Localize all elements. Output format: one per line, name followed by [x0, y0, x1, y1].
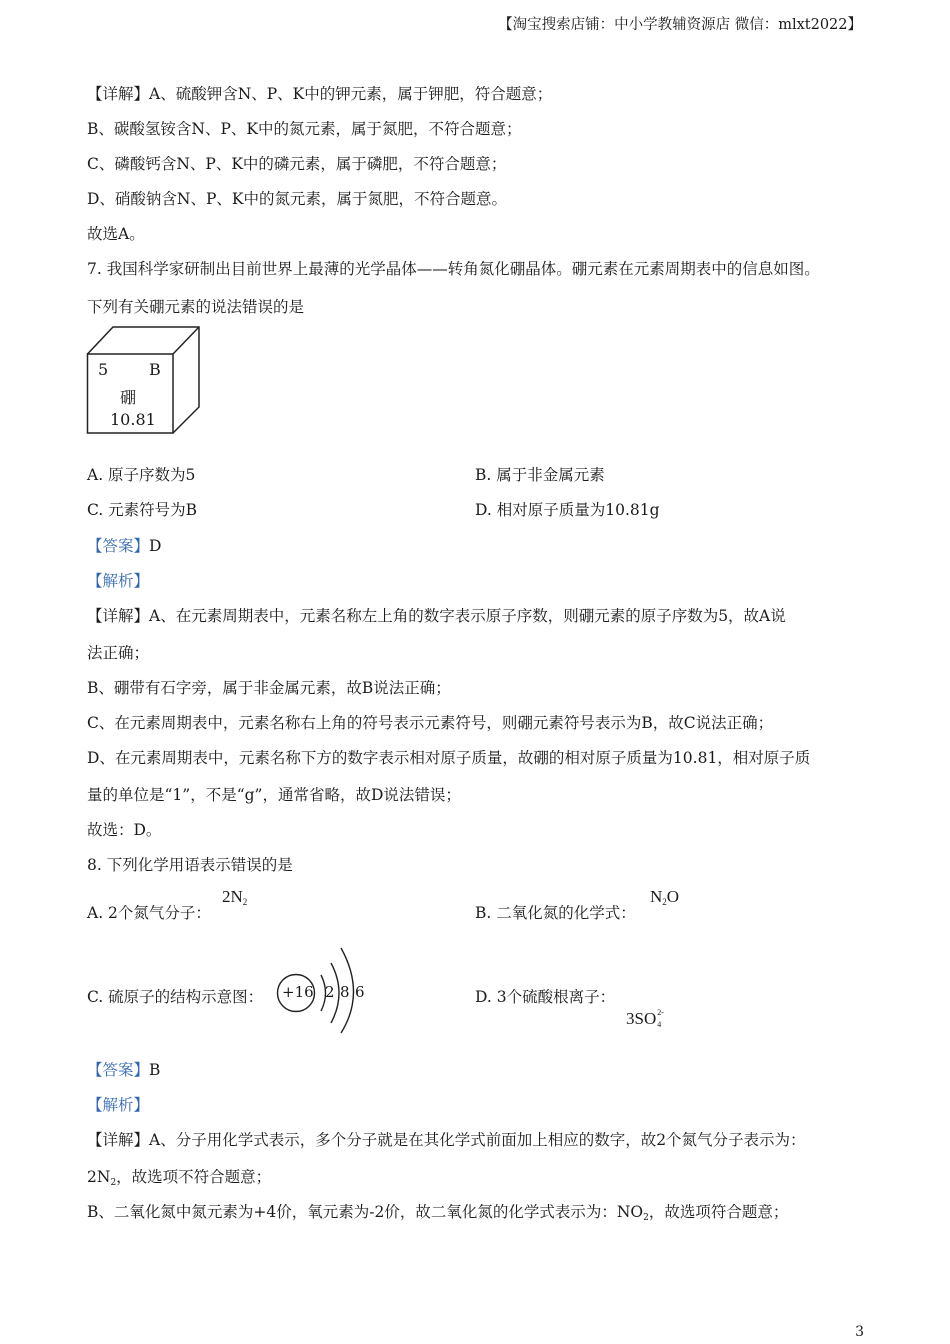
element-atomic-mass: 10.81	[110, 410, 156, 429]
formula-sulfate-scripts	[656, 1008, 666, 1029]
formula-2n: 2N	[222, 887, 243, 906]
q7-conclusion: 故选：D。	[87, 821, 162, 839]
sulfur-atom-structure-diagram	[274, 944, 374, 1036]
q7-answer-line	[87, 534, 161, 556]
q8-option-d-text: D. 3个硫酸根离子：	[475, 988, 616, 1006]
q7-detail-b: B、硼带有石字旁，属于非金属元素，故B说法正确；	[87, 679, 451, 697]
q8-detail-b	[87, 1200, 788, 1223]
element-atomic-number: 5	[98, 360, 109, 379]
q6-detail-c: C、磷酸钙含N、P、K中的磷元素，属于磷肥，不符合题意；	[87, 155, 507, 173]
q8-detail-b-subscript: 2	[643, 1213, 649, 1223]
q8-option-a-text: A. 2个氮气分子：	[87, 904, 211, 922]
formula-3so: 3SO	[626, 1009, 657, 1028]
formula-2n-subscript: 2	[242, 897, 248, 907]
q7-stem-line1: 7. 我国科学家研制出目前世界上最薄的光学晶体——转角氮化硼晶体。硼元素在元素周期表中的信息如图。	[87, 260, 820, 278]
q7-option-a: A. 原子序数为5	[87, 466, 196, 484]
formula-n-subscript: 2	[662, 897, 667, 907]
q7-answer-value: D	[149, 537, 162, 555]
q6-conclusion: 故选A。	[87, 225, 145, 243]
q8-detail-a2-formula: 2N	[87, 1168, 111, 1186]
q7-detail-d2: 量的单位是“1”，不是“g”，通常省略，故D说法错误；	[87, 786, 461, 804]
q8-answer-line	[87, 1058, 160, 1080]
page-number: 3	[855, 1324, 864, 1340]
q7-detail-a1: 【详解】A、在元素周期表中，元素名称左上角的数字表示原子序数，则硼元素的原子序数为5，故A说	[87, 607, 786, 625]
q8-detail-a1: 【详解】A、分子用化学式表示，多个分子就是在其化学式前面加上相应的数字，故2个氮气分子表示为：	[87, 1131, 806, 1149]
q8-option-d-formula	[626, 1009, 666, 1029]
element-symbol: B	[149, 360, 161, 379]
formula-o: O	[666, 887, 680, 906]
q7-detail-c: C、在元素周期表中，元素名称右上角的符号表示元素符号，则硼元素符号表示为B，故C说法正确；	[87, 714, 774, 732]
q6-detail-d: D、硝酸钠含N、P、K中的氮元素，属于氮肥，不符合题意。	[87, 190, 508, 208]
atom-shell-2: 8	[340, 983, 350, 1001]
atom-shell-3: 6	[355, 983, 365, 1001]
q8-detail-a2-rest: ，故选项不符合题意；	[116, 1168, 272, 1186]
q8-detail-a2-subscript: 2	[110, 1178, 117, 1188]
formula-sulfate-charge: 2-	[657, 1008, 664, 1017]
formula-n: N	[650, 887, 663, 906]
q6-detail-a: 【详解】A、硫酸钾含N、P、K中的钾元素，属于钾肥，符合题意；	[87, 85, 553, 103]
q8-detail-b-main: B、二氧化氮中氮元素为+4价，氧元素为-2价，故二氧化氮的化学式表示为：NO	[87, 1203, 644, 1221]
element-name: 硼	[120, 388, 137, 407]
q7-stem-line2: 下列有关硼元素的说法错误的是	[87, 298, 305, 316]
q7-analysis-tag: 【解析】	[87, 572, 150, 590]
q7-answer-tag: 【答案】	[87, 537, 150, 555]
q8-stem: 8. 下列化学用语表示错误的是	[87, 856, 293, 874]
q7-detail-a2: 法正确；	[87, 644, 150, 662]
q8-option-a-formula	[222, 887, 247, 907]
q8-answer-tag: 【答案】	[87, 1061, 150, 1079]
q8-detail-b-rest: ，故选项符合题意；	[648, 1203, 789, 1221]
q7-option-b: B. 属于非金属元素	[475, 466, 605, 484]
q7-option-c: C. 元素符号为B	[87, 501, 198, 519]
q7-option-d: D. 相对原子质量为10.81g	[475, 501, 660, 519]
atom-shell-1: 2	[325, 983, 335, 1001]
q8-detail-a2	[87, 1165, 271, 1188]
q7-detail-d1: D、在元素周期表中，元素名称下方的数字表示相对原子质量，故硼的相对原子质量为10.81，相对原子质	[87, 749, 811, 767]
element-cube-figure	[86, 325, 202, 437]
atom-nucleus-charge: +16	[282, 983, 314, 1001]
q8-option-b-text: B. 二氧化氮的化学式：	[475, 904, 636, 922]
q8-option-b-formula	[650, 887, 679, 907]
q6-detail-b: B、碳酸氢铵含N、P、K中的氮元素，属于氮肥，不符合题意；	[87, 120, 522, 138]
page-header: 【淘宝搜索店铺：中小学教辅资源店 微信：mlxt2022】	[498, 17, 862, 33]
q8-option-c-text: C. 硫原子的结构示意图：	[87, 988, 264, 1006]
formula-sulfate-subscript: 4	[657, 1020, 662, 1029]
q8-analysis-tag: 【解析】	[87, 1096, 150, 1114]
q8-answer-value: B	[149, 1061, 161, 1079]
